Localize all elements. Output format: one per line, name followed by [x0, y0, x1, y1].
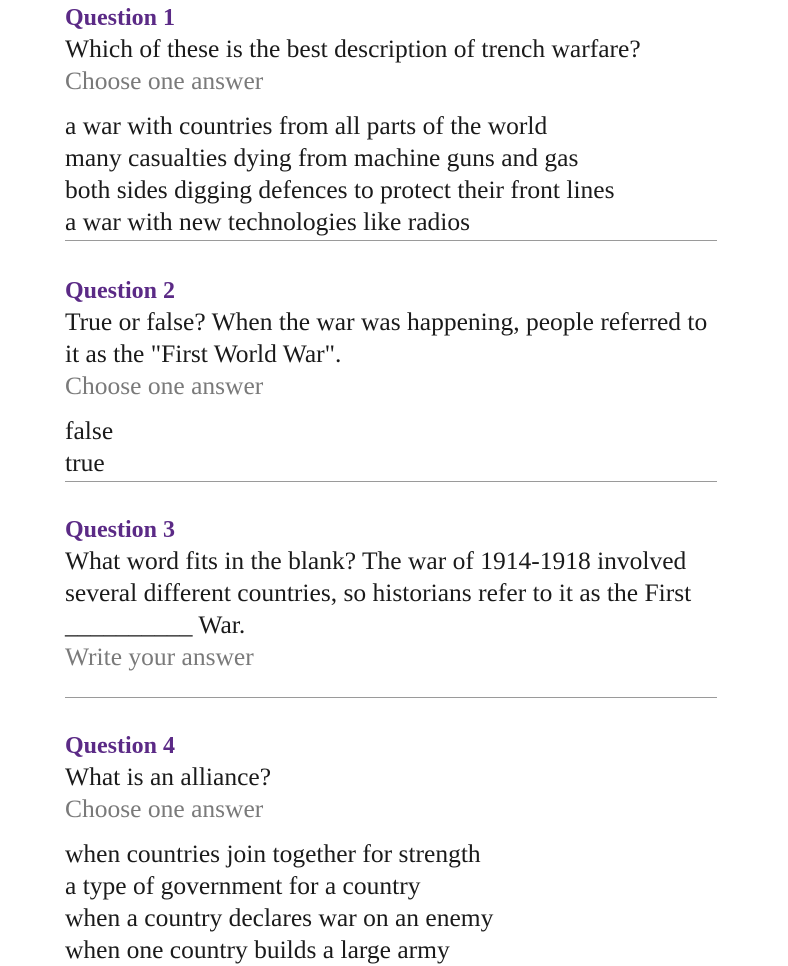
answer-option[interactable]: when countries join together for strength [65, 839, 481, 868]
answer-option[interactable]: true [65, 448, 105, 477]
answer-options [65, 415, 717, 479]
question-instruction: Choose one answer [65, 794, 264, 823]
answer-option[interactable]: both sides digging defences to protect their front lines [65, 175, 615, 204]
answer-option[interactable]: when one country builds a large army [65, 935, 450, 964]
answer-option[interactable]: a war with new technologies like radios [65, 207, 471, 236]
question-title: Question 3 [65, 517, 176, 543]
question-text: True or false? When the war was happening, people referred to it as the "First World War". [65, 307, 708, 368]
answer-option[interactable]: a type of government for a country [65, 871, 421, 900]
question-title: Question 1 [65, 5, 176, 31]
answer-option[interactable]: many casualties dying from machine guns and gas [65, 143, 579, 172]
answer-options [65, 110, 717, 238]
question-divider [65, 240, 717, 241]
question-divider [65, 697, 717, 698]
answer-options [65, 838, 717, 966]
answer-input[interactable] [65, 673, 717, 695]
question-3 [65, 515, 717, 698]
question-title: Question 4 [65, 733, 176, 759]
answer-option[interactable]: false [65, 416, 114, 445]
answer-option[interactable]: when a country declares war on an enemy [65, 903, 494, 932]
question-title: Question 2 [65, 278, 176, 304]
question-4 [65, 731, 717, 966]
answer-option[interactable]: a war with countries from all parts of the world [65, 111, 548, 140]
question-instruction: Write your answer [65, 642, 254, 671]
question-instruction: Choose one answer [65, 66, 264, 95]
question-instruction: Choose one answer [65, 371, 264, 400]
question-2 [65, 276, 717, 482]
question-1 [65, 3, 717, 241]
question-text: What word fits in the blank? The war of 1914-1918 involved several different countries, so historians refer to it as the First __________ War. [65, 546, 692, 639]
quiz [65, 0, 717, 966]
question-divider [65, 481, 717, 482]
question-text: What is an alliance? [65, 762, 272, 791]
question-text: Which of these is the best description of trench warfare? [65, 34, 641, 63]
